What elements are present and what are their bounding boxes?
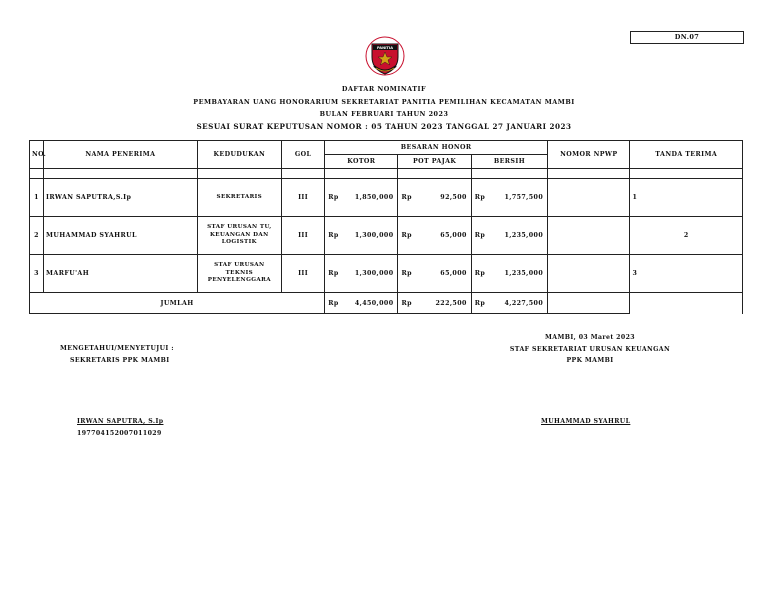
header-npwp: NOMOR NPWP	[548, 141, 630, 169]
total-bersih-value: 4,227,500	[504, 299, 544, 307]
kotor-value: 1,850,000	[354, 194, 394, 201]
currency-label: Rp	[328, 232, 339, 239]
pajak-value: 92,500	[440, 194, 467, 201]
table-row	[30, 217, 743, 255]
row-nama: MARFU'AH	[44, 255, 198, 293]
total-tanda	[630, 293, 743, 314]
table-row	[30, 179, 743, 217]
header-kotor: KOTOR	[325, 155, 398, 169]
row-gol: III	[282, 217, 325, 255]
table-total-row	[30, 293, 743, 314]
currency-label: Rp	[474, 232, 486, 239]
right-signer	[541, 416, 630, 428]
total-kotor	[325, 293, 398, 314]
title-line-2: PEMBAYARAN UANG HONORARIUM SEKRETARIAT PANITIA PEMILIHAN KECAMATAN MAMBI	[193, 97, 575, 106]
spacer-cell	[197, 169, 281, 179]
row-gol: III	[282, 255, 325, 293]
spacer-cell	[44, 169, 198, 179]
spacer-cell	[30, 169, 44, 179]
currency-label: Rp	[474, 299, 486, 307]
left-signer-name: IRWAN SAPUTRA, S.Ip	[77, 418, 164, 425]
total-label: JUMLAH	[30, 293, 325, 314]
row-kotor	[325, 179, 398, 217]
row-nama: IRWAN SAPUTRA,S.Ip	[44, 179, 198, 217]
total-kotor-value: 4,450,000	[354, 299, 394, 307]
row-npwp	[548, 255, 630, 293]
row-pajak	[398, 179, 471, 217]
honor-table	[29, 140, 743, 314]
right-sign-date: MAMBI, 03 Maret 2023	[545, 334, 635, 341]
table-header-row	[30, 141, 743, 155]
currency-label: Rp	[328, 270, 339, 277]
pajak-value: 65,000	[440, 270, 467, 277]
currency-label: Rp	[401, 270, 412, 277]
spacer-cell	[630, 169, 743, 179]
row-npwp	[548, 179, 630, 217]
currency-label: Rp	[401, 299, 412, 307]
right-signer-name: MUHAMMAD SYAHRUL	[541, 418, 631, 425]
currency-label: Rp	[328, 194, 339, 201]
total-npwp	[548, 293, 630, 314]
left-sign-line1: MENGETAHUI/MENYETUJUI :	[60, 345, 174, 352]
currency-label: Rp	[474, 194, 486, 201]
row-tanda: 3	[630, 255, 743, 293]
spacer-cell	[282, 169, 325, 179]
row-no: 3	[30, 255, 44, 293]
header-nama: NAMA PENERIMA	[44, 141, 198, 169]
panitia-logo-icon	[364, 35, 406, 77]
pajak-value: 65,000	[440, 232, 467, 239]
title-line-3: BULAN FEBRUARI TAHUN 2023	[319, 110, 449, 118]
left-signature-block	[60, 343, 174, 366]
table-row	[30, 255, 743, 293]
spacer-cell	[548, 169, 630, 179]
title-line-1: DAFTAR NOMINATIF	[341, 85, 427, 93]
row-no: 2	[30, 217, 44, 255]
svg-text:PANITIA: PANITIA	[377, 46, 393, 50]
row-kedudukan: SEKRETARIS	[197, 179, 281, 217]
header-pot-pajak: POT PAJAK	[398, 155, 471, 169]
row-tanda: 1	[630, 179, 743, 217]
bersih-value: 1,235,000	[504, 270, 544, 277]
title-line-4: SESUAI SURAT KEPUTUSAN NOMOR : 05 TAHUN 2023 TANGGAL 27 JANUARI 2023	[196, 121, 572, 131]
row-gol: III	[282, 179, 325, 217]
spacer-cell	[471, 169, 547, 179]
header-tanda-terima: TANDA TERIMA	[630, 141, 743, 169]
header-kedudukan: KEDUDUKAN	[197, 141, 281, 169]
header-bersih: BERSIH	[471, 155, 547, 169]
right-sign-line1: STAF SEKRETARIAT URUSAN KEUANGAN	[509, 345, 671, 353]
left-sign-line2: SEKRETARIS PPK MAMBI	[70, 356, 170, 364]
row-kotor	[325, 217, 398, 255]
bersih-value: 1,757,500	[504, 194, 544, 201]
bersih-value: 1,235,000	[504, 232, 544, 239]
row-pajak	[398, 255, 471, 293]
row-bersih	[471, 217, 547, 255]
left-signer-nip: 197704152007011029	[77, 429, 162, 437]
table-spacer-row	[30, 169, 743, 179]
row-no: 1	[30, 179, 44, 217]
document-titles	[0, 83, 768, 133]
row-npwp	[548, 217, 630, 255]
currency-label: Rp	[401, 232, 412, 239]
row-pajak	[398, 217, 471, 255]
left-signer	[77, 416, 163, 439]
total-bersih	[471, 293, 547, 314]
right-sign-line2: PPK MAMBI	[566, 357, 614, 364]
header-no: NO.	[30, 141, 44, 169]
currency-label: Rp	[474, 270, 486, 277]
currency-label: Rp	[328, 299, 339, 307]
right-signature-block	[480, 332, 700, 367]
kotor-value: 1,300,000	[354, 232, 394, 239]
kotor-value: 1,300,000	[354, 270, 394, 277]
row-bersih	[471, 179, 547, 217]
total-pajak-value: 222,500	[435, 299, 467, 307]
row-kotor	[325, 255, 398, 293]
currency-label: Rp	[401, 194, 412, 201]
row-kedudukan: STAF URUSAN TU, KEUANGAN DAN LOGISTIK	[197, 217, 281, 255]
total-pajak	[398, 293, 471, 314]
header-besaran-honor: BESARAN HONOR	[325, 141, 548, 155]
row-bersih	[471, 255, 547, 293]
row-nama: MUHAMMAD SYAHRUL	[44, 217, 198, 255]
document-code: DN.07	[630, 31, 744, 44]
spacer-cell	[325, 169, 398, 179]
header-gol: GOL	[282, 141, 325, 169]
spacer-cell	[398, 169, 471, 179]
row-kedudukan: STAF URUSAN TEKNIS PENYELENGGARA	[197, 255, 281, 293]
row-tanda: 2	[630, 217, 743, 255]
